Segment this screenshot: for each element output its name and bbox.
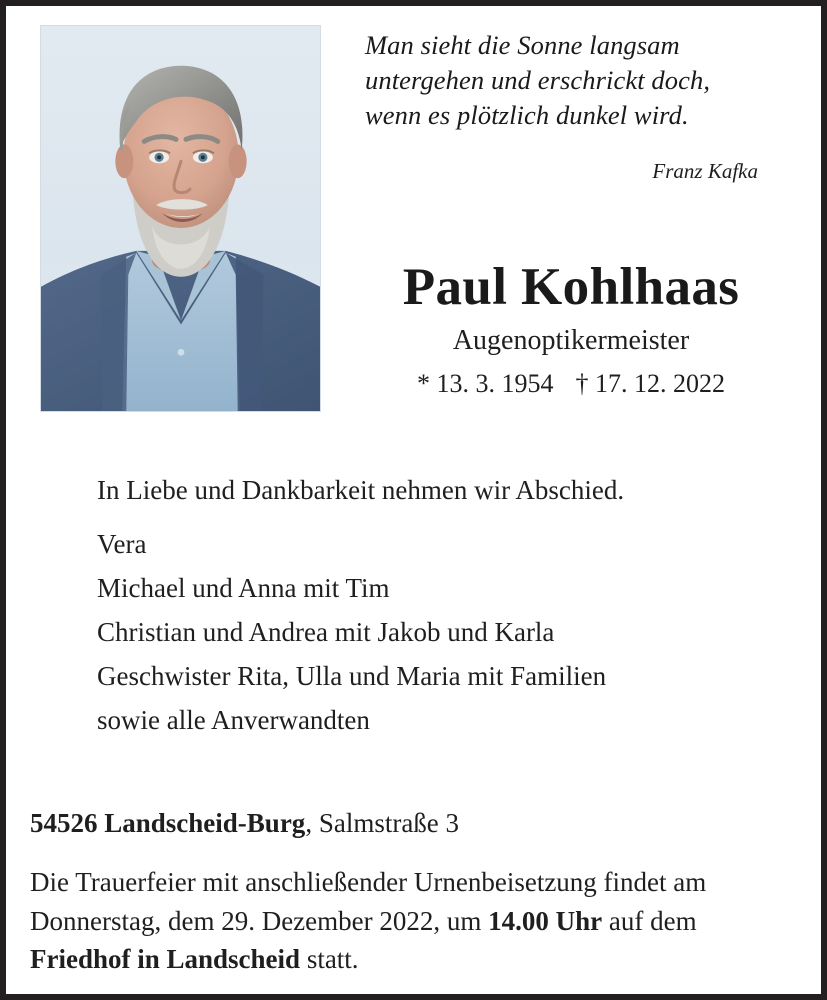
- mourner-line: sowie alle Anverwandten: [97, 705, 370, 735]
- ceremony-text-part1: Die Trauerfeier mit anschließender Urnenbeisetzung findet am Donnerstag, dem 29. Dezember 2022, um: [30, 867, 707, 936]
- header-text-column: [336, 6, 806, 418]
- ceremony-text-part2: auf dem: [602, 905, 697, 936]
- farewell-message: In Liebe und Dankbarkeit nehmen wir Abschied.: [97, 475, 625, 505]
- ceremony-place: Friedhof in Landscheid: [30, 944, 301, 974]
- quote-line-1: Man sieht die Sonne langsam: [365, 30, 680, 60]
- ceremony-time: 14.00 Uhr: [488, 905, 603, 936]
- memorial-quote: [365, 28, 795, 133]
- death-date: 17. 12. 2022: [595, 369, 725, 398]
- notice-page: [6, 6, 821, 994]
- death-symbol: †: [575, 369, 589, 398]
- postal-city: 54526 Landscheid-Burg: [30, 808, 306, 838]
- funeral-details-block: [30, 806, 800, 979]
- quote-line-2: untergehen und erschrickt doch,: [365, 65, 711, 95]
- mourner-line: Christian und Andrea mit Jakob und Karla: [97, 617, 555, 647]
- birth-date: 13. 3. 1954: [436, 369, 554, 398]
- ceremony-text-part3: statt.: [300, 944, 359, 974]
- mourner-line: Geschwister Rita, Ulla und Maria mit Familien: [97, 661, 607, 691]
- birth-symbol: *: [417, 369, 430, 398]
- portrait-illustration: [41, 26, 320, 411]
- mourner-line: Michael und Anna mit Tim: [97, 573, 390, 603]
- notice-header-area: [6, 6, 821, 418]
- address-line: [30, 806, 800, 840]
- ceremony-details: [30, 863, 785, 979]
- mourners-block: [97, 468, 797, 742]
- quote-attribution: Franz Kafka: [652, 159, 758, 183]
- deceased-name: Paul Kohlhaas: [402, 258, 740, 316]
- quote-line-3: wenn es plötzlich dunkel wird.: [365, 100, 689, 130]
- deceased-profession: Augenoptikermeister: [452, 325, 690, 356]
- street-address: , Salmstraße 3: [305, 808, 460, 838]
- portrait-photo: [40, 25, 321, 412]
- mourner-line: Vera: [97, 529, 147, 559]
- life-dates: [336, 368, 806, 400]
